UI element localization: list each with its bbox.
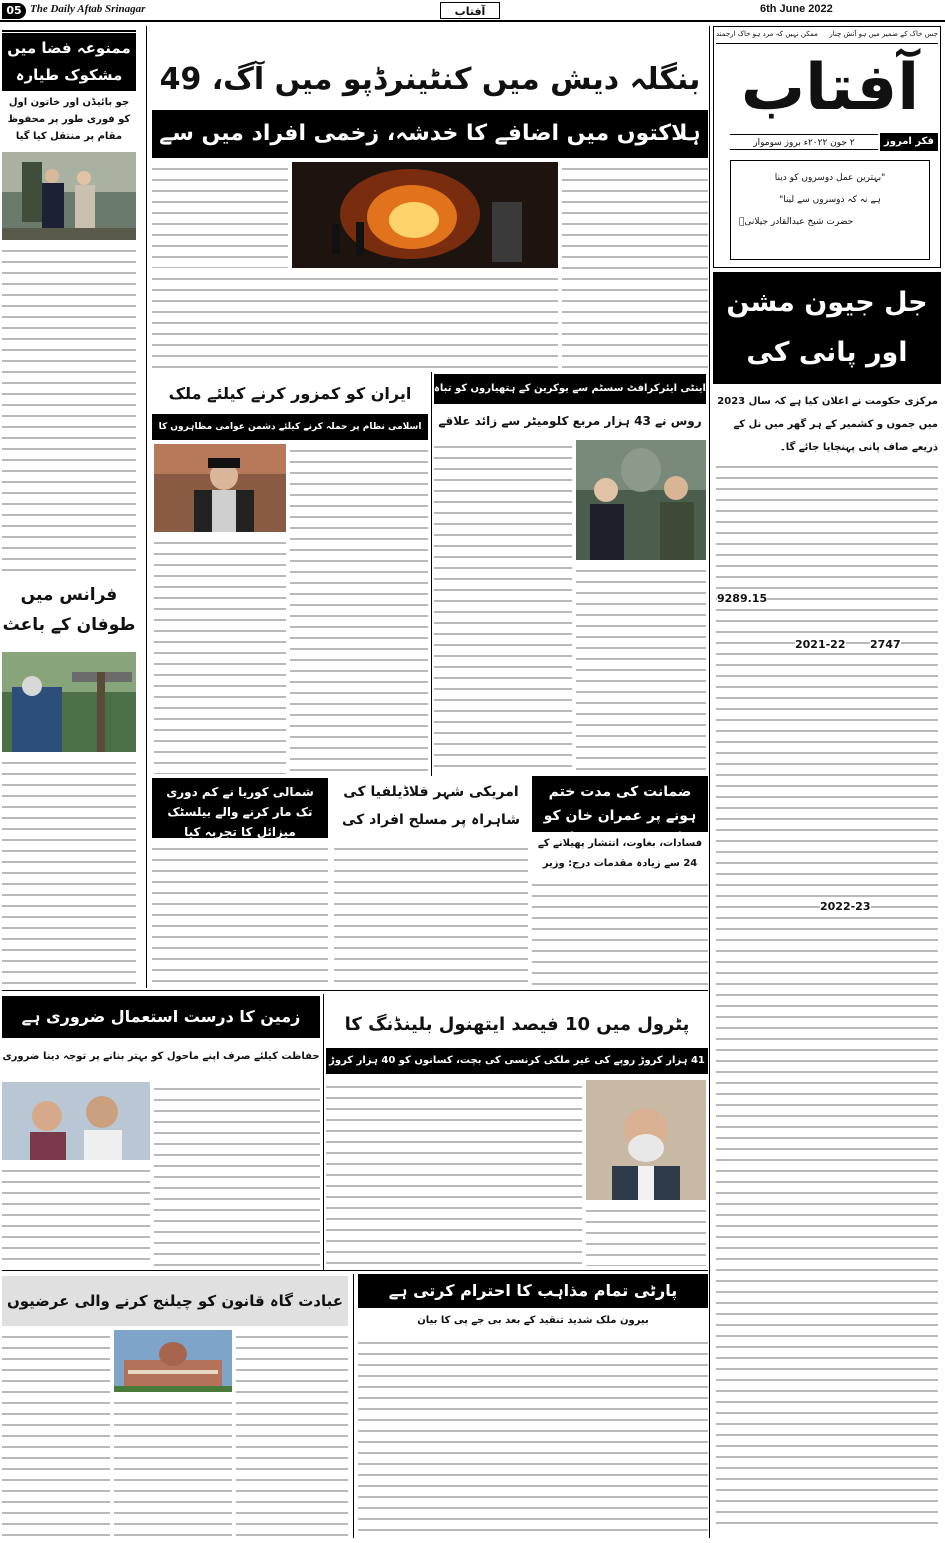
masthead-logo: آفتاب: [740, 51, 920, 125]
column-divider: [323, 994, 324, 1270]
quote-box: [730, 160, 930, 260]
ukraine-kicker: اینٹی ایئرکرافٹ سسٹم سے یوکرین کے ہتھیاروں کو تباہ: [434, 374, 706, 404]
ethanol-body: [326, 1080, 582, 1266]
page-number: 05: [2, 3, 26, 19]
france-headline: فرانس میں طوفان کے باعث: [2, 585, 136, 635]
divider: [2, 30, 136, 32]
photo-fire: [292, 162, 558, 268]
iran-body-left: [154, 536, 286, 774]
quote-author: حضرت شیخ عبدالقادر جیلانیؒ: [739, 217, 854, 227]
worship-body-3: [114, 1396, 232, 1536]
bangladesh-body-right: [562, 162, 708, 370]
plane-headline-line-1: ممنوعہ فضا میں: [7, 39, 131, 57]
bangladesh-headline: بنگلہ دیش میں کنٹینرڈپو میں آگ، 49: [159, 62, 701, 97]
imran-subhead: [532, 834, 708, 874]
worship-body: [2, 1330, 110, 1536]
plane-subhead: جو بائیڈن اور خاتون اول کو فوری طور پر محفوظ مقام پر منتقل کیا گیا: [7, 97, 131, 142]
photo-storm: [2, 652, 136, 752]
bjp-body: [358, 1336, 708, 1536]
jal-jeevan-body: [716, 460, 938, 1530]
photo-gandhi: [2, 1082, 150, 1160]
korea-headline: شمالی کوریا نے کم دوری تک مار کرنے والے بیلسٹک میزائل کا تجربہ کیا: [152, 778, 328, 838]
column-divider: [431, 372, 432, 776]
divider: [716, 43, 938, 44]
land-headline: زمین کا درست استعمال ضروری ہے: [2, 996, 320, 1038]
bjp-headline: پارٹی تمام مذاہب کا احترام کرتی ہے: [358, 1274, 708, 1308]
france-body: [2, 756, 136, 988]
bangladesh-body-left: [152, 162, 288, 268]
land-body-2: [2, 1164, 150, 1268]
iran-headline: ایران کو کمزور کرنے کیلئے ملک: [168, 384, 412, 403]
bangladesh-subhead: ہلاکتوں میں اضافے کا خدشہ، زخمی افراد میں سے: [152, 110, 708, 158]
paper-name: The Daily Aftab Srinagar: [30, 3, 146, 15]
imran-headline: ضمانت کی مدت ختم ہونے پر عمران خان کو: [532, 776, 708, 832]
quote-line-2: ہے نہ کہ دوسروں سے لینا": [779, 195, 881, 205]
masthead-slogan: [716, 30, 938, 38]
plane-headline-line-2: مشکوک طیارہ: [15, 66, 123, 84]
philadelphia-headline: امریکی شہر فلاڈیلفیا کی شاہراہ پر مسلح افراد کی: [341, 784, 521, 828]
small-logo: آفتاب: [440, 2, 500, 19]
korea-body: [152, 842, 328, 986]
imran-subhead-1: فسادات، بغاوت، انتشار پھیلانے کے: [537, 838, 703, 849]
slogan-left: ممکن نہیں کہ مرد ہو خاک ارجمند: [716, 30, 818, 38]
imran-body: [532, 878, 708, 986]
ukraine-body: [434, 440, 572, 774]
ukraine-headline: روس نے 43 ہزار مربع کلومیٹر سے زائد علاقے: [438, 414, 702, 428]
ethanol-subhead: 41 ہزار کروڑ روپے کی غیر ملکی کرنسی کی بچت، کسانوں کو 40 ہزار کروڑ: [326, 1048, 708, 1074]
divider: [2, 1270, 708, 1271]
photo-court: [114, 1330, 232, 1392]
issue-date: 6th June 2022: [760, 3, 833, 15]
worship-headline: عبادت گاہ قانون کو چیلنج کرنے والی عرضیوں: [2, 1276, 348, 1326]
iran-subhead: اسلامی نظام پر حملہ کرنے کیلئے دشمن عوامی مظاہروں کا: [152, 414, 428, 440]
bjp-subhead: بیرون ملک شدید تنقید کے بعد بی جے پی کا بیان: [417, 1315, 649, 1326]
photo-biden: [2, 152, 136, 240]
ethanol-headline: پٹرول میں 10 فیصد ایتھنول بلینڈنگ کا: [344, 1014, 690, 1035]
urdu-date: ۲ جون ۲۰۲۲ء بروز سوموار: [730, 134, 878, 150]
worship-body-2: [236, 1330, 348, 1536]
year-2: 2022-23: [820, 900, 871, 913]
bangladesh-body-bottom: [152, 272, 558, 370]
column-divider: [353, 1274, 354, 1538]
plane-headline: [2, 33, 136, 91]
jal-jeevan-headline: جل جیون مشن اور پانی کی: [713, 272, 941, 384]
plane-body: [2, 244, 136, 572]
column-divider: [709, 26, 710, 1538]
ukraine-body-2: [576, 564, 706, 774]
column-divider: [146, 26, 147, 988]
philadelphia-body: [334, 842, 528, 986]
figure-1: 9289.15: [717, 592, 768, 605]
iran-body-right: [290, 444, 428, 774]
jal-jeevan-lead: مرکزی حکومت نے اعلان کیا ہے کہ سال 2023 میں جموں و کشمیر کے ہر گھر میں نل کے ذریعے صاف پانی پہنچایا جائے گا۔: [717, 396, 938, 453]
ethanol-body-2: [586, 1204, 706, 1266]
slogan-right: جس خاک کے ضمیر میں ہو آتش چنار: [829, 30, 938, 38]
land-subhead: حفاظت کیلئے صرف اپنے ماحول کو بہتر بنانے پر توجہ دینا ضروری: [2, 1051, 320, 1062]
photo-putin: [576, 440, 706, 560]
figure-2: 2747: [870, 638, 901, 651]
divider: [2, 990, 708, 991]
land-body: [154, 1082, 320, 1268]
year-1: 2021-22: [795, 638, 846, 651]
photo-modi: [586, 1080, 706, 1200]
fikr-label: فکر امروز: [880, 133, 938, 151]
imran-subhead-2: 24 سے زیادہ مقدمات درج: وزیر: [542, 858, 698, 869]
photo-khamenei: [154, 444, 286, 532]
quote-line-1: "بہترین عمل دوسروں کو دینا: [774, 173, 886, 183]
